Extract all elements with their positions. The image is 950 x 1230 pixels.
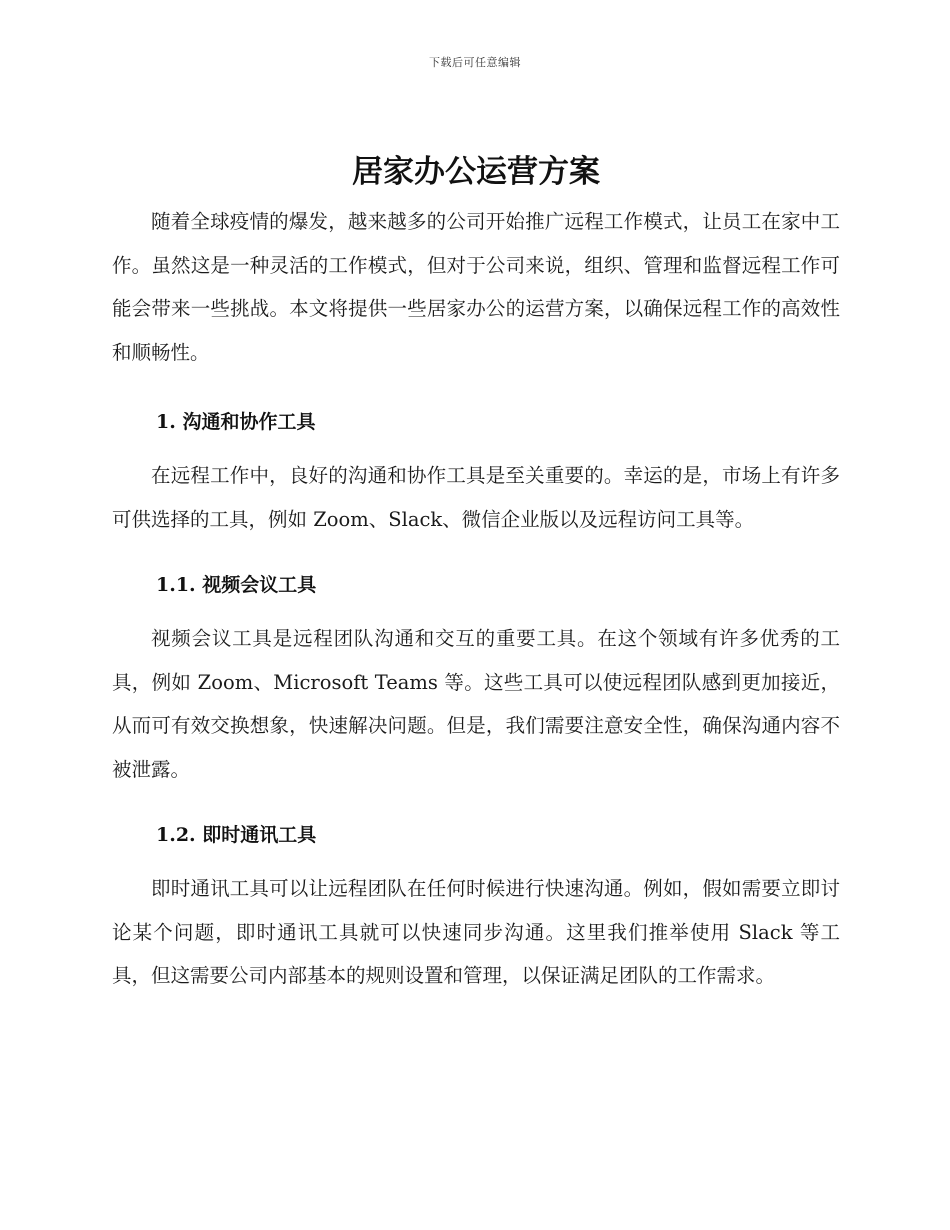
section-heading-1-2: 1.2. 即时通讯工具 xyxy=(156,824,317,846)
section-body-1-2: 即时通讯工具可以让远程团队在任何时候进行快速沟通。例如，假如需要立即讨论某个问题，即时通讯工具就可以快速同步沟通。这里我们推举使用 Slack 等工具，但这需要公司内部基本的规则设置和管理，以保证满足团队的工作需求。 xyxy=(112,877,840,987)
document-title: 居家办公运营方案 xyxy=(352,154,600,190)
section-body-1-1: 视频会议工具是远程团队沟通和交互的重要工具。在这个领域有许多优秀的工具，例如 Zoom、Microsoft Teams 等。这些工具可以使远程团队感到更加接近，从而可有效交换想象，快速解决问题。但是，我们需要注意安全性，确保沟通内容不被泄露。 xyxy=(112,627,840,781)
intro-paragraph: 随着全球疫情的爆发，越来越多的公司开始推广远程工作模式，让员工在家中工作。虽然这是一种灵活的工作模式，但对于公司来说，组织、管理和监督远程工作可能会带来一些挑战。本文将提供一些居家办公的运营方案，以确保远程工作的高效性和顺畅性。 xyxy=(112,210,840,364)
header-note: 下载后可任意编辑 xyxy=(429,56,521,69)
section-heading-1-1: 1.1. 视频会议工具 xyxy=(156,574,317,596)
document-body xyxy=(112,150,840,998)
section-body-1: 在远程工作中，良好的沟通和协作工具是至关重要的。幸运的是，市场上有许多可供选择的工具，例如 Zoom、Slack、微信企业版以及远程访问工具等。 xyxy=(112,464,840,531)
section-heading-1: 1. 沟通和协作工具 xyxy=(156,411,316,433)
